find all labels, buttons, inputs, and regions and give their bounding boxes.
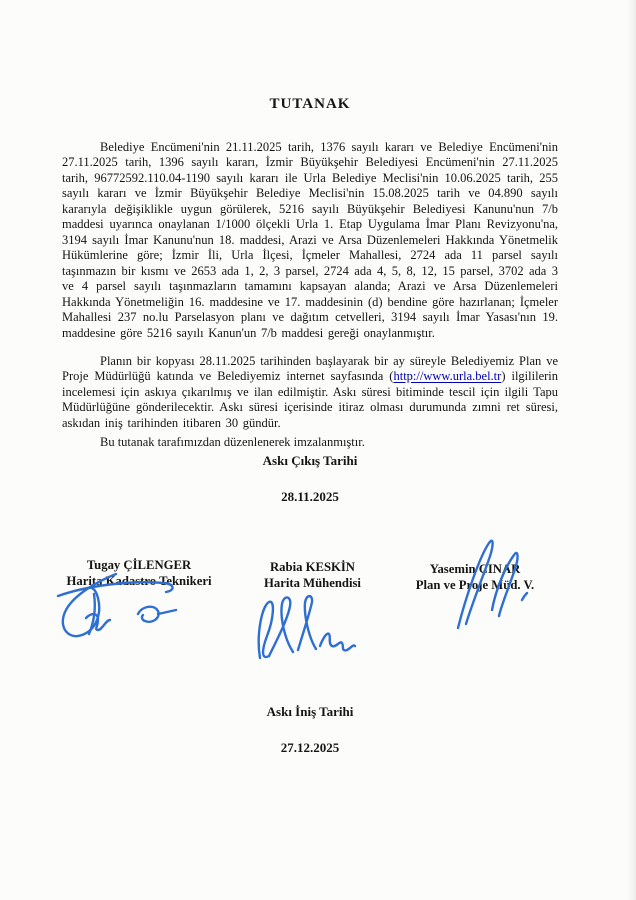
signatory-title: Harita Mühendisi (264, 575, 361, 590)
aski-cikis-date: 28.11.2025 (281, 489, 339, 504)
aski-inis-date: 27.12.2025 (280, 740, 340, 755)
signature-tugay-cilenger (52, 570, 187, 650)
signature-yasemin-cinar (428, 536, 533, 631)
paragraph-announcement-after-link: ) ilgililerin incelemesi için askıya çıkarılmış ve ilan edilmiştir. Askı süresi bitiminde tescil için ilgili Tapu Müdürlüğüne gönderilecektir. Askı süresi içerisinde itiraz olması durumunda zımni ret süresi, askıdan iniş tarihinden itibaren 30 gündür. (62, 369, 559, 430)
paragraph-closing: Bu tutanak tarafımızdan düzenlenerek imzalanmıştır. (100, 434, 365, 449)
signatory-name: Tugay ÇİLENGER (86, 558, 192, 572)
paragraph-announcement (62, 354, 558, 432)
signatory-name: Yasemin ÇINAR (429, 562, 521, 576)
signature-rabia-keskin (252, 586, 367, 664)
aski-inis-label: Askı İniş Tarihi (266, 704, 354, 719)
paragraph-decisions: Belediye Encümeni'nin 21.11.2025 tarih, 1376 sayılı kararı ve Belediye Encümeni'nin 27.11.2025 tarih, 1396 sayılı kararı, İzmir Büyükşehir Belediyesi Encümeni'nin 27.11.2025 tarih, 96772592.110.04-1190 sayılı kararı ile Urla Belediye Meclisi'nin 10.06.2025 tarih, 255 sayılı kararı ve İzmir Büyükşehir Belediye Meclisi'nin 15.08.2025 tarih ve 04.890 sayılı kararıyla değişiklikle uygun görülerek, 5216 sayılı Büyükşehir Belediyesi Kanunu'nun 7/b maddesi uyarınca onaylanan 1/1000 ölçekli Urla 1. Etap Uygulama İmar Planı Revizyonu'na, 3194 sayılı İmar Kanunu'nun 18. maddesi, Arazi ve Arsa Düzenlemeleri Hakkında Yönetmelik Hükümlerine göre; İzmir İli, Urla İlçesi, İçmeler Mahallesi, 2724 ada 11 parsel sayılı taşınmazın bir kısmı ve 2653 ada 1, 2, 3 parsel, 2724 ada 4, 5, 8, 12, 15 parsel, 3702 ada 3 ve 4 parsel sayılı taşınmazların tamamını kapsayan alanda; Arazi ve Arsa Düzenlemeleri Hakkında Yönetmeliğin 16. maddesine ve 17. maddesinin (d) bendine göre hazırlanan; İçmeler Mahallesi 237 no.lu Parselasyon planı ve dağıtım cetvelleri, 3194 sayılı İmar Yasası'nın 19. maddesine göre 5216 sayılı Kanun'un 7/b maddesi gereği onaylanmıştır. (62, 139, 558, 340)
document-title: TUTANAK (269, 96, 351, 112)
urla-website-link[interactable]: http://www.urla.bel.tr (393, 369, 502, 383)
signatory-title: Harita Kadastro Teknikeri (66, 573, 212, 588)
aski-cikis-label: Askı Çıkış Tarihi (262, 453, 358, 468)
signatory-name: Rabia KESKİN (270, 560, 355, 574)
signatory-title: Plan ve Proje Müd. V. (415, 577, 535, 592)
paragraph-announcement-before-link: Planın bir kopyası 28.11.2025 tarihinden başlayarak bir ay süreyle Belediyemiz Plan ve Proje Müdürlüğü katında ve Belediyemiz internet sayfasında ( (62, 353, 558, 383)
